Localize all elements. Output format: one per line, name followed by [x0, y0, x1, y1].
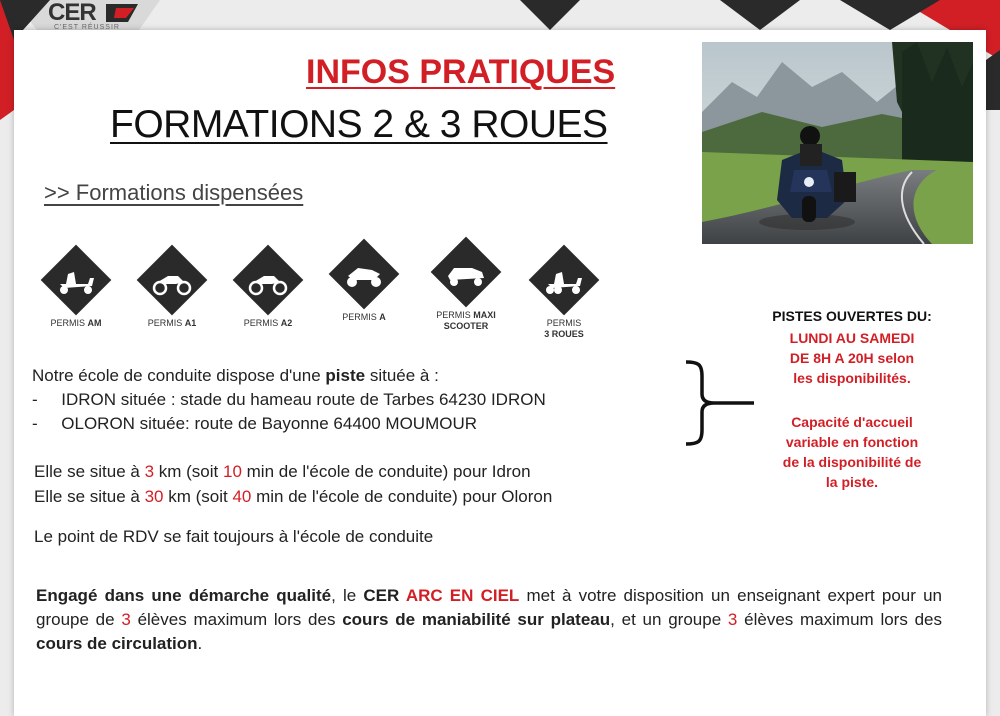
- permis-badge: [232, 244, 304, 316]
- logo-flag-icon: [106, 4, 138, 22]
- schedule-line: DE 8H A 20H selon: [789, 350, 915, 366]
- engagement-brand: ARC EN CIEL: [405, 586, 520, 605]
- distance-km: 3: [144, 462, 155, 481]
- location-idron: - IDRON située : stade du hameau route de Tarbes 64230 IDRON: [32, 390, 546, 409]
- cer-logo: [48, 2, 148, 32]
- schedule-line: LUNDI AU SAMEDI: [789, 330, 915, 346]
- distance-min: 10: [222, 462, 242, 481]
- engagement-bold: cours de maniabilité sur plateau: [342, 610, 611, 629]
- permis-label: [220, 318, 316, 329]
- capacity-line: variable en fonction: [785, 434, 919, 450]
- distance-text: Elle se situe à: [34, 487, 145, 506]
- permis-label-prefix: PERMIS: [342, 312, 380, 322]
- permis-item: [516, 244, 612, 340]
- distance-text: km (soit: [154, 462, 223, 481]
- logo-text: CER: [48, 0, 96, 26]
- engagement-number: 3: [121, 610, 131, 629]
- permis-label: [124, 318, 220, 329]
- permis-label-category: A1: [184, 318, 197, 328]
- permis-label-prefix: PERMIS: [546, 318, 582, 328]
- distance-oloron: [34, 487, 552, 507]
- distance-idron: [34, 462, 531, 482]
- permis-badge: [40, 244, 112, 316]
- permis-label-category: A: [379, 312, 386, 322]
- location-oloron: - OLORON située: route de Bayonne 64400 MOUMOUR: [32, 414, 478, 433]
- maxi-scooter-icon: [442, 254, 490, 290]
- pistes-header: PISTES OUVERTES DU:: [772, 308, 932, 324]
- capacity-line: de la disponibilité de: [782, 454, 922, 470]
- engagement-text: élèves maximum lors des: [737, 610, 942, 629]
- permis-item: [220, 244, 316, 329]
- motorcycle-photo: [702, 42, 973, 244]
- engagement-paragraph: [36, 584, 942, 656]
- permis-label-prefix: PERMIS: [50, 318, 88, 328]
- permis-label-category: AM: [87, 318, 102, 328]
- permis-label-category: A2: [280, 318, 293, 328]
- pistes-schedule: [752, 328, 952, 388]
- permis-badge: [328, 238, 400, 310]
- permis-label: [316, 312, 412, 323]
- engagement-text: élèves maximum lors des: [130, 610, 343, 629]
- permis-badge: [136, 244, 208, 316]
- permis-label: [28, 318, 124, 329]
- permis-item: [124, 244, 220, 329]
- distance-km: 30: [144, 487, 164, 506]
- right-brace-icon: [684, 358, 756, 448]
- engagement-text: met à votre disposition un enseignant expert pour un groupe de: [36, 586, 942, 629]
- engagement-text: , le: [331, 586, 364, 605]
- permis-label-prefix: PERMIS: [147, 318, 185, 328]
- permis-badge: [430, 236, 502, 308]
- permis-label-prefix: PERMIS: [243, 318, 281, 328]
- formations-dispensees-link[interactable]: >> Formations dispensées: [44, 180, 304, 205]
- scooter-icon: [52, 262, 100, 298]
- capacity-line: la piste.: [825, 474, 879, 490]
- piste-intro-bold: piste: [325, 366, 366, 385]
- motorbike-icon: [244, 262, 292, 298]
- permis-item: [316, 238, 412, 323]
- distance-text: min de l'école de conduite) pour Oloron: [251, 487, 553, 506]
- rdv-text: Le point de RDV se fait toujours à l'école de conduite: [34, 527, 434, 546]
- capacity-line: Capacité d'accueil: [791, 414, 913, 430]
- motorbike-icon: [148, 262, 196, 298]
- permis-label: [418, 310, 514, 332]
- permis-label-category: MAXI SCOOTER: [443, 310, 496, 331]
- permis-item: [418, 236, 514, 332]
- distance-text: min de l'école de conduite) pour Idron: [241, 462, 531, 481]
- sportbike-icon: [340, 256, 388, 292]
- capacity-note: [752, 412, 952, 492]
- permis-label-prefix: PERMIS: [436, 310, 474, 320]
- permis-badge: [528, 244, 600, 316]
- distance-text: km (soit: [163, 487, 233, 506]
- permis-item: [28, 244, 124, 329]
- title-formations: FORMATIONS 2 & 3 ROUES: [110, 103, 608, 146]
- engagement-bold: Engagé dans une démarche qualité: [36, 586, 332, 605]
- engagement-number: 3: [727, 610, 738, 629]
- title-infos-pratiques: INFOS PRATIQUES: [306, 53, 616, 91]
- distance-min: 40: [232, 487, 252, 506]
- logo-tagline: C'EST RÉUSSIR: [54, 24, 120, 31]
- engagement-bold: CER: [363, 586, 406, 605]
- engagement-bold: cours de circulation: [36, 634, 198, 653]
- permis-label-category: 3 ROUES: [544, 329, 584, 339]
- distance-text: Elle se situe à: [34, 462, 145, 481]
- schedule-line: les disponibilités.: [793, 370, 911, 386]
- three-wheeler-icon: [540, 262, 588, 298]
- piste-intro-text: Notre école de conduite dispose d'une: [32, 366, 326, 385]
- piste-intro-text: située à :: [365, 366, 439, 385]
- engagement-text: , et un groupe: [610, 610, 728, 629]
- piste-intro: [32, 366, 439, 386]
- engagement-text: .: [197, 634, 203, 653]
- permis-label: [516, 318, 612, 340]
